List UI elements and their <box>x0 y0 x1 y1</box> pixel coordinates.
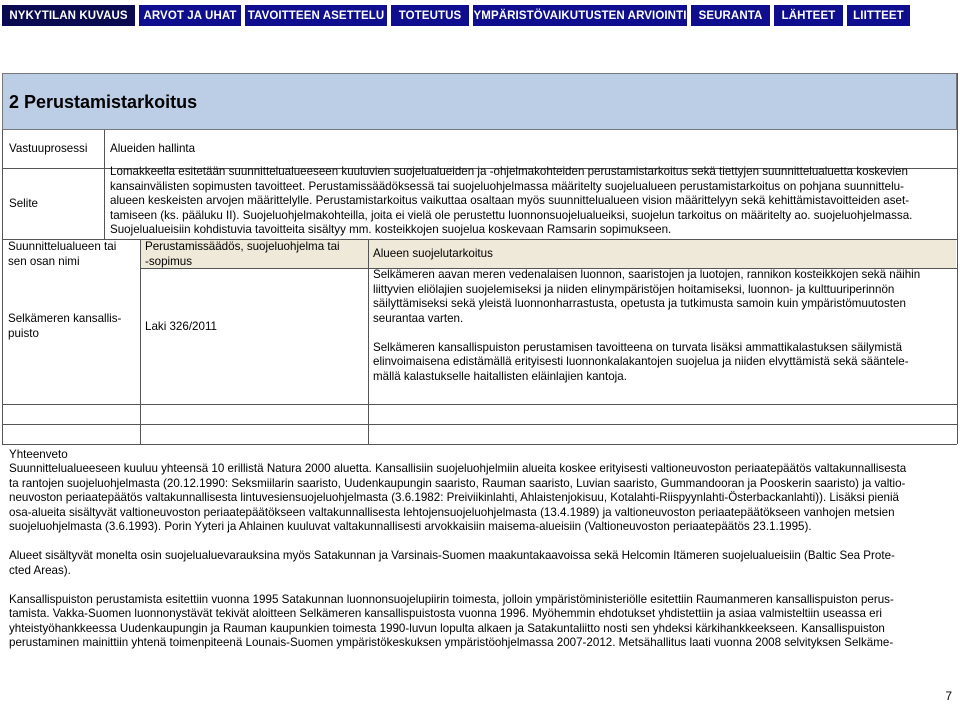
table-right-border <box>957 73 958 444</box>
summary-line <box>9 578 954 593</box>
col2-header-line: Perustamissäädös, suojeluohjelma tai <box>145 240 340 253</box>
summary-line <box>9 535 954 550</box>
row-purpose <box>373 268 920 384</box>
col3-header: Alueen suojelutarkoitus <box>373 247 493 260</box>
row-purpose-line: seurantaa varten. <box>373 311 464 325</box>
nav-tab-liitteet[interactable]: LIITTEET <box>847 5 910 26</box>
vastuuprosessi-value: Alueiden hallinta <box>110 142 196 155</box>
col2-header-line: -sopimus <box>145 254 193 268</box>
nav-tab-arvot-ja-uhat[interactable]: ARVOT JA UHAT <box>139 5 241 26</box>
selite-line: tamiseen (ks. pääluku II). Suojeluohjelmakohteilla, joita ei vielä ole perustettu luonnonsuojelualueiksi, suojelun tarkoitus on määritelty ao. suojeluohjelmassa. <box>110 208 913 222</box>
col1-header-line: Suunnittelualueen tai <box>8 240 117 253</box>
summary-line: osa-alueita sisältyvät valtioneuvoston periaatepäätökseen valtakunnallisesta lehtojensuojeluohjelmasta (13.4.1989) ja valtioneuvoston periaatepäätökseen vanhojen metsien <box>9 505 895 519</box>
summary-line: yhteistyöhankkeessa Uudenkaupungin ja Rauman kaupunkien toimesta 1990-luvun lopulta alkaen ja Satakuntaliitto nosti sen yhdeksi kärkihankkeekseen. Kansallispuiston <box>9 621 885 635</box>
summary-line: suojeluohjelmasta (3.6.1993). Porin Yyteri ja Ahlainen kuuluvat valtakunnallisesti arvokkaisiin maisema-alueisiin (Valtioneuvoston periaatepäätös 23.1.1995). <box>9 520 812 533</box>
label-column-divider <box>104 130 105 239</box>
empty-row-col-divider-1 <box>140 404 141 444</box>
nav-tab-nykytilan-kuvaus[interactable]: NYKYTILAN KUVAUS <box>2 5 135 26</box>
selite-line: Suojelualueisiin kohdistuvia tavoitteita sisältyy mm. kosteikkojen suojelua koskevaan Ramsarin sopimukseen. <box>110 223 672 236</box>
col-divider-1 <box>140 239 141 404</box>
row-purpose-line: Selkämeren kansallispuiston perustamisen tavoitteena on turvata lisäksi ammattikalastuksen säilymistä <box>373 340 903 354</box>
page-number: 7 <box>945 689 952 703</box>
vastuuprosessi-label: Vastuuprosessi <box>9 142 88 155</box>
row-purpose-line: elinvoimaisena edistämällä erityisesti luonnonkalakantojen suojelua ja niiden elvyttämistä sekä sääntele- <box>373 355 909 368</box>
selite-line: kansainvälisten sopimusten tavoitteet. Perustamissäädöksessä tai suojeluohjelmassa määritelty suojelualueen perustamistarkoitus on pohjana suunnittelu- <box>110 179 904 193</box>
summary-text <box>9 462 954 651</box>
summary-line: neuvoston periaatepäätös valtakunnallisesta lintuvesiensuojeluohjelmasta (3.6.1982: Preiviikinlahti, Ahlaistenjokisuu, Kotalahti-Riispyynlahti-Österbackanlahti)). Lisäksi pieniä <box>9 491 899 504</box>
col2-header <box>145 240 340 269</box>
row-area-name-line: puisto <box>8 326 39 340</box>
summary-line: Kansallispuiston perustamista esitettiin vuonna 1995 Satakunnan luonnonsuojelupiirin toimesta, jolloin ympäristöministeriölle esitettiin Raumanmeren kansallispuiston perus- <box>9 592 894 606</box>
summary-line: perustaminen mainittiin yhtenä toimenpiteenä Lounais-Suomen ympäristökeskuksen ympäristöohjelmassa 2007-2012. Metsähallitus laati vuonna 2008 selvityksen Selkäme- <box>9 636 894 649</box>
row-purpose-line <box>373 326 920 341</box>
row-area-name-line: Selkämeren kansallis- <box>8 312 122 325</box>
col-divider-2 <box>368 239 369 404</box>
page-title: 2 Perustamistarkoitus <box>9 92 198 112</box>
summary-line: tamista. Vakka-Suomen luonnonystävät tekivät aloitteen Selkämeren kansallispuistosta vuonna 1996. Myöhemmin ehdotukset yhdistettiin ja asiaa valmisteltiin useassa eri <box>9 607 883 620</box>
top-navigation <box>0 0 960 32</box>
row-divider-5 <box>2 444 957 445</box>
selite-line: Lomakkeella esitetään suunnittelualueeseen kuuluvien suojelualueiden ja -ohjelmakohteiden perustamistarkoitus sekä tiettyjen suunnittelualuetta koskevien <box>110 165 908 178</box>
nav-tab-lahteet[interactable]: LÄHTEET <box>774 5 843 26</box>
row-area-name <box>8 312 121 341</box>
summary-line: cted Areas). <box>9 563 71 577</box>
empty-row-col-divider-2 <box>368 404 369 444</box>
row-purpose-line: mällä kalastukselle haitallisten eläinlajien kantoja. <box>373 369 627 383</box>
nav-tab-ymparistovaikutusten-arviointi[interactable]: YMPÄRISTÖVAIKUTUSTEN ARVIOINTI <box>473 5 687 26</box>
summary-label: Yhteenveto <box>9 448 68 461</box>
selite-text <box>110 165 955 238</box>
row-purpose-line: liittyvien eliölajien suojelemiseksi ja niiden elinympäristöjen hoitamiseksi, luonnon- ja kulttuuriperinnön <box>373 282 895 296</box>
row-divider-3 <box>2 404 957 405</box>
row-purpose-line: Selkämeren aavan meren vedenalaisen luonnon, saaristojen ja luotojen, rannikon kosteikkojen sekä näihin <box>373 268 921 281</box>
col1-header <box>8 240 116 269</box>
summary-line: ta rantojen suojeluohjelmasta (20.12.1990: Seksmiilarin saaristo, Uudenkaupungin saaristo, Rauman saaristo, Luvian saaristo, Gummandooran ja Pooskerin saaristo) ja valtio- <box>9 476 906 490</box>
row-law: Laki 326/2011 <box>145 320 217 333</box>
nav-tab-tavoitteen-asettelu[interactable]: TAVOITTEEN ASETTELU <box>245 5 387 26</box>
table-left-border <box>2 130 3 444</box>
selite-label: Selite <box>9 197 39 210</box>
nav-tab-seuranta[interactable]: SEURANTA <box>691 5 770 26</box>
col1-header-line: sen osan nimi <box>8 254 80 268</box>
row-purpose-line: säilyttämiseksi sekä yleistä luonnonharrastusta, opetusta ja tutkimusta samoin kuin ympäristömuutosten <box>373 297 906 310</box>
row-divider-4 <box>2 424 957 425</box>
summary-line: Suunnittelualueeseen kuuluu yhteensä 10 erillistä Natura 2000 aluetta. Kansallisiin suojeluohjelmiin alueita koskee erityisesti valtioneuvoston periaatepäätös valtakunnallisesta <box>9 462 907 475</box>
nav-tab-toteutus[interactable]: TOTEUTUS <box>391 5 469 26</box>
selite-line: alueen keskeisten arvojen määrittelylle. Perustamistarkoitus vaikuttaa osaltaan myös suunnittelualueen vision määrittelyyn sekä kehittämistavoitteiden aset- <box>110 194 910 207</box>
summary-line: Alueet sisältyvät monelta osin suojelualuevarauksina myös Satakunnan ja Varsinais-Suomen maakuntakaavoissa sekä Helcomin Itämeren suojelualueisiin (Baltic Sea Prote- <box>9 549 895 562</box>
